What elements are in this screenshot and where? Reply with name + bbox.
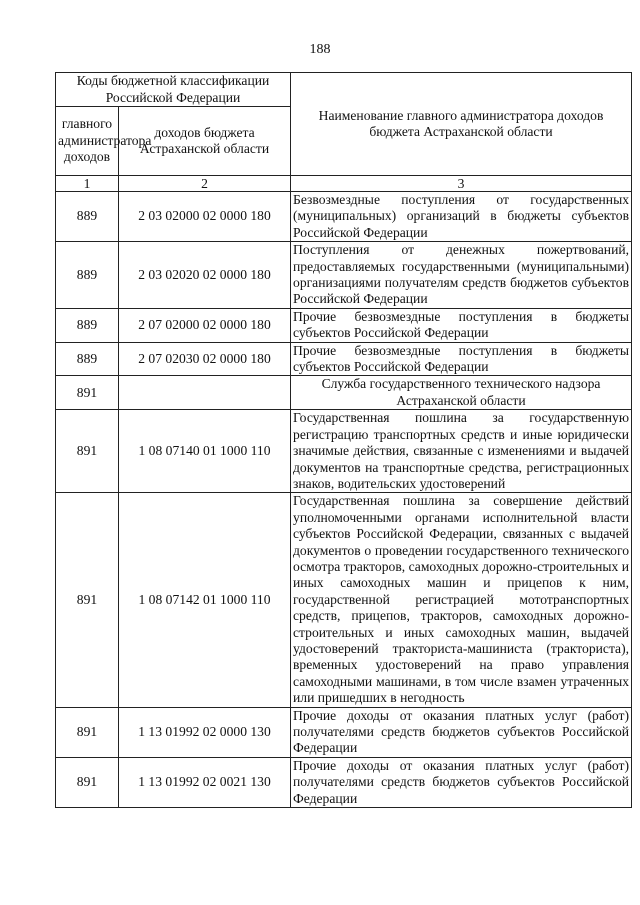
budget-code-cell bbox=[119, 376, 291, 410]
table-row bbox=[56, 707, 632, 757]
header-name-cell: Наименование главного администратора доходов бюджета Астраханской области bbox=[291, 73, 632, 176]
table-row bbox=[56, 410, 632, 493]
revenue-name-cell: Государственная пошлина за совершение действий уполномоченными органами исполнительной власти субъектов Российской Федерации, связанных с выдачей документов о проведении государственного технического осмотра тракторов, самоходных дорожно-строительных и иных самоходных машин и прицепов к ним, государственной регистрацией мототранспортных средств, прицепов, тракторов, самоходных дорожно-строительных и иных самоходных машин, выдачей удостоверений тракториста-машиниста (тракториста), временных удостоверений на право управления самоходными машинами, в том числе взамен утраченных или пришедших в негодность bbox=[291, 493, 632, 707]
admin-code-cell: 891 bbox=[56, 410, 119, 493]
admin-code-cell: 891 bbox=[56, 707, 119, 757]
revenue-name-cell: Прочие доходы от оказания платных услуг (работ) получателями средств бюджетов субъектов Российской Федерации bbox=[291, 757, 632, 807]
budget-code-cell: 1 08 07140 01 1000 110 bbox=[119, 410, 291, 493]
revenue-name-cell: Прочие доходы от оказания платных услуг (работ) получателями средств бюджетов субъектов Российской Федерации bbox=[291, 707, 632, 757]
budget-code-cell: 2 07 02000 02 0000 180 bbox=[119, 308, 291, 342]
header-admin-cell: главного администратора доходов bbox=[56, 107, 119, 176]
budget-code-cell: 2 03 02000 02 0000 180 bbox=[119, 192, 291, 242]
budget-code-cell: 2 07 02030 02 0000 180 bbox=[119, 342, 291, 376]
admin-code-cell: 889 bbox=[56, 242, 119, 309]
admin-code-cell: 891 bbox=[56, 376, 119, 410]
revenue-name-cell: Прочие безвозмездные поступления в бюджеты субъектов Российской Федерации bbox=[291, 308, 632, 342]
column-number-row bbox=[56, 176, 632, 192]
table-row bbox=[56, 308, 632, 342]
budget-code-cell: 1 08 07142 01 1000 110 bbox=[119, 493, 291, 707]
budget-classification-table bbox=[55, 72, 632, 808]
header-row bbox=[56, 73, 632, 107]
budget-code-cell: 2 03 02020 02 0000 180 bbox=[119, 242, 291, 309]
admin-code-cell: 889 bbox=[56, 342, 119, 376]
admin-code-cell: 889 bbox=[56, 192, 119, 242]
header-code-cell: доходов бюджета Астраханской области bbox=[119, 107, 291, 176]
table-row bbox=[56, 342, 632, 376]
table-row bbox=[56, 757, 632, 807]
revenue-name-cell: Государственная пошлина за государственную регистрацию транспортных средств и иные юридически значимые действия, связанные с изменениями и выдачей документов на транспортные средства, регистрационных знаков, водительских удостоверений bbox=[291, 410, 632, 493]
revenue-name-cell: Поступления от денежных пожертвований, предоставляемых государственными (муниципальными) организациями получателям средств бюджетов субъектов Российской Федерации bbox=[291, 242, 632, 309]
admin-code-cell: 889 bbox=[56, 308, 119, 342]
budget-code-cell: 1 13 01992 02 0000 130 bbox=[119, 707, 291, 757]
page-number: 188 bbox=[309, 42, 331, 57]
header-group-cell: Коды бюджетной классификации Российской Федерации bbox=[56, 73, 291, 107]
column-number: 2 bbox=[119, 176, 291, 192]
admin-code-cell: 891 bbox=[56, 493, 119, 707]
revenue-name-cell: Прочие безвозмездные поступления в бюджеты субъектов Российской Федерации bbox=[291, 342, 632, 376]
column-number: 1 bbox=[56, 176, 119, 192]
administrator-title-cell: Служба государственного технического надзора Астраханской области bbox=[291, 376, 632, 410]
admin-code-cell: 891 bbox=[56, 757, 119, 807]
revenue-name-cell: Безвозмездные поступления от государственных (муниципальных) организаций в бюджеты субъектов Российской Федерации bbox=[291, 192, 632, 242]
budget-code-cell: 1 13 01992 02 0021 130 bbox=[119, 757, 291, 807]
table-row bbox=[56, 493, 632, 707]
table-row bbox=[56, 192, 632, 242]
table-row bbox=[56, 242, 632, 309]
column-number: 3 bbox=[291, 176, 632, 192]
table-row bbox=[56, 376, 632, 410]
